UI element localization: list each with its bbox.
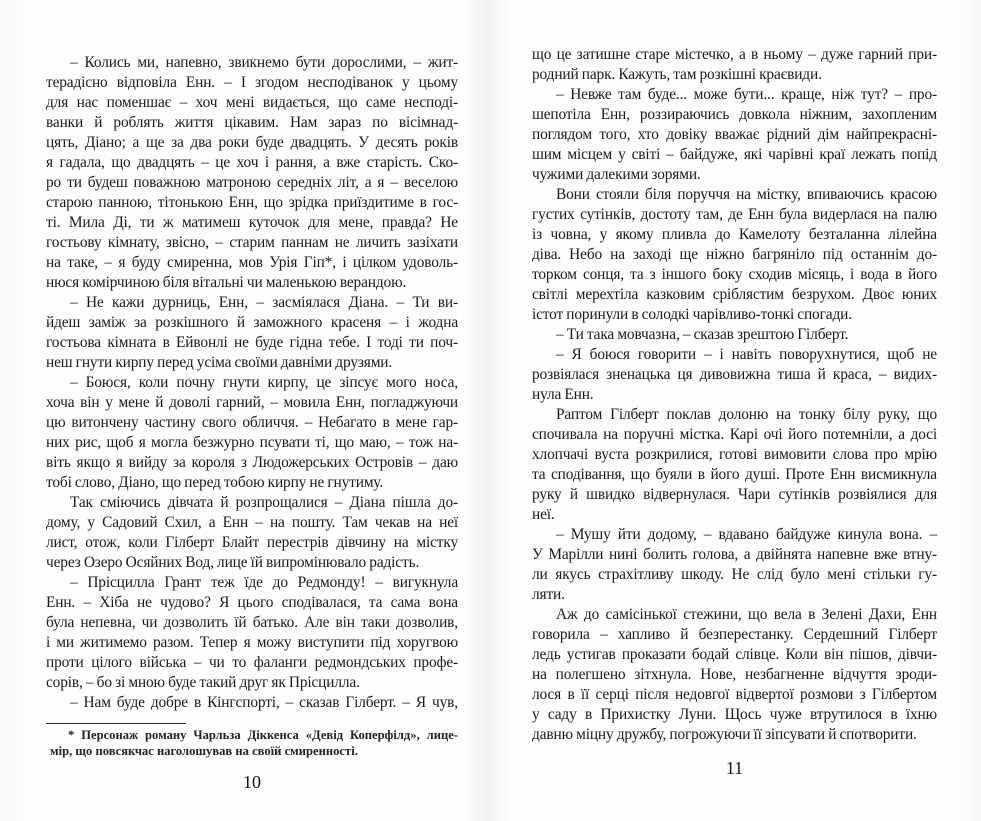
text-line: – Я боюся говорити – і навіть поворухнутися, щоб не xyxy=(556,346,937,363)
text-line: – Ти така мовчазна, – сказав зрештою Гілберт. xyxy=(556,326,849,343)
text-line: ванки й роблять життя цікавим. Нам зараз по вісімнад- xyxy=(46,114,458,131)
footnote xyxy=(46,727,458,759)
text-line: і ми житимемо разом. Тепер я можу виступити під хоругвою xyxy=(46,634,458,651)
text-line: чужими далекими зорями. xyxy=(532,166,701,183)
text-line: сорів, – бо зі мною буде такий друг як Прісцилла. xyxy=(46,674,360,691)
text-line: для нас поменшає – хоч мені видається, що саме несподі- xyxy=(46,94,458,111)
right-page xyxy=(488,0,981,821)
text-line: нюся комірчиною біля вітальні чи маленькою верандою. xyxy=(46,274,407,291)
text-line: поглядом того, хто довіку вважає рідний дім найпрекрасні- xyxy=(532,126,937,143)
text-line: віть якщо я вийду за короля з Людожерських Островів – даю xyxy=(46,454,458,471)
text-line: У Марілли нині болить голова, а двійнята напевне вже втну- xyxy=(532,546,937,563)
text-line: хоча він у мене й доволі гарний, – мовила Енн, погладжуючи xyxy=(46,394,458,411)
text-line: лист, отож, коли Гілберт Блайт перестрів дівчину на містку xyxy=(46,534,458,551)
text-line: лося в її серці після недовгої відвертої розмови з Гілбертом xyxy=(532,686,937,703)
text-line: із човна, у якому пливла до Камелоту безталанна лілейна xyxy=(532,226,937,243)
text-line: густих сутінків, достоту там, де Енн була видерлася на палю xyxy=(532,206,937,223)
footnote-area xyxy=(46,719,458,759)
right-page-text xyxy=(532,45,937,745)
text-line: та сподівання, що буяли в його душі. Проте Енн висмикнула xyxy=(532,466,937,483)
text-line: ляти. xyxy=(532,586,565,603)
text-line: торком сонця, та з іншого боку сходив місяць, і вода в його xyxy=(532,266,937,283)
text-line: – Нам буде добре в Кінгспорті, – сказав Гілберт. – Я чув, xyxy=(70,694,458,711)
left-page-inner xyxy=(46,53,458,801)
text-line: через Озеро Осяйних Вод, лице їй випромінювало радість. xyxy=(46,554,420,571)
text-line: – Мушу йти додому, – вдавано байдуже кинула вона. – xyxy=(556,526,937,543)
text-line: гостьову кімнату, звісно, – старим паннам не личить зазіхати xyxy=(46,234,458,251)
text-line: діва. Небо на заході ще ніжно багряніло під останнім до- xyxy=(532,246,937,263)
text-line: – Колись ми, напевно, звикнемо бути дорослими, – жит- xyxy=(70,54,458,71)
text-line: ли якусь страхітливу шкоду. Не слід було мені стільки гу- xyxy=(532,566,937,583)
text-line: неш гнути кирпу перед усіма своїми давніми друзями. xyxy=(46,354,393,371)
left-page-text xyxy=(46,53,458,713)
text-line: неї. xyxy=(532,506,555,523)
text-line: спочивала на поручні містка. Карі очі його потемніли, а досі xyxy=(532,426,937,443)
text-line: дому, у Садовий Схил, а Енн – на пошту. Там чекав на неї xyxy=(46,514,458,531)
text-line: ті. Мила Ді, ти ж матимеш куточок для мене, правда? Не xyxy=(46,214,458,231)
text-line: що це затишне старе містечко, а в ньому – дуже гарний при- xyxy=(532,46,937,63)
text-line: була непевна, чи дозволить їй батько. Але він таки дозволив, xyxy=(46,614,458,631)
text-line: Аж до самісінької стежини, що вела в Зелені Дахи, Енн xyxy=(556,606,937,623)
text-line: давню міцну дружбу, погрожуючи її зіпсувати й спотворити. xyxy=(532,726,917,743)
text-line: шепотіла Енн, роззираючись довкола ніжним, захопленим xyxy=(532,106,937,123)
spacer xyxy=(46,759,458,771)
text-line: – Боюся, коли почну гнути кирпу, це зіпсує мого носа, xyxy=(70,374,458,391)
text-line: Так сміючись дівчата й розпрощалися – Діана пішла до- xyxy=(70,494,458,511)
page-number: 10 xyxy=(243,772,261,792)
text-line: Раптом Гілберт поклав долоню на тонку білу руку, що xyxy=(556,406,937,423)
text-line: на полегшено зітхнула. Нове, незбагненне відчуття зроди- xyxy=(532,666,937,683)
text-line: них рис, щоб я могла безжурно псувати ті, що маю, – тож на- xyxy=(46,434,458,451)
text-line: проти цілого війська – чи то фаланги редмондських профе- xyxy=(46,654,458,671)
text-line: – Не кажи дурниць, Енн, – засміялася Діана. – Ти ви- xyxy=(70,294,458,311)
text-line: ро ти будеш поважною матроною середніх літ, а я – веселою xyxy=(46,174,458,191)
text-line: хлопчачі вуста розкрилися, готові вимовити слова про мрію xyxy=(532,446,937,463)
text-line: Вони стояли біля поруччя на містку, впиваючись красою xyxy=(556,186,937,203)
text-line: цять, Діано; а ще за два роки буде двадцять. У десять років xyxy=(46,134,458,151)
spacer xyxy=(532,745,937,757)
text-line: світлі мерехтіла казковим сріблястим безрухом. Двоє юних xyxy=(532,286,937,303)
text-line: руку й швидко відвернулася. Чари сутінків розвіялися для xyxy=(532,486,937,503)
text-line: гостьова кімната в Ейвонлі не буде гідна тебе. І тоді ти поч- xyxy=(46,334,458,351)
text-line: Енн. – Хіба не чудово? Я цього сподівалася, та сама вона xyxy=(46,594,458,611)
text-line: – Прісцилла Грант теж їде до Редмонду! – вигукнула xyxy=(70,574,458,591)
text-line: істот поринули в солодкі чарівливо-тонкі спогади. xyxy=(532,306,852,323)
text-line: цю витончену частину свого обличчя. – Небагато в мене гар- xyxy=(46,414,458,431)
text-line: на таке, – я буду смиренна, мов Урія Гіп*, і цілком удоволь- xyxy=(46,254,458,271)
text-line: я гадала, що двадцять – це хоч і рання, а вже старість. Ско- xyxy=(46,154,458,171)
text-line: шим місцем у світі – байдуже, які чарівні краї лежать попід xyxy=(532,146,937,163)
footnote-line: * Персонаж роману Чарльза Діккенса «Девід Коперфілд», лице- xyxy=(68,728,458,742)
footnote-rule xyxy=(46,723,186,724)
text-line: у саду в Прихистку Луни. Щось чуже втрутилося в їхню xyxy=(532,706,937,723)
text-line: говорила – хапливо й безперестанку. Сердешний Гілберт xyxy=(532,626,937,643)
text-line: старою панною, тітонькою Енн, що зрідка приїздитиме в гос- xyxy=(46,194,458,211)
text-line: розвіялася зненацька ця дивовижна тиша й краса, – видих- xyxy=(532,366,937,383)
right-page-inner xyxy=(532,45,937,787)
text-line: тобі слово, Діано, що перед тобою кирпу не гнутиму. xyxy=(46,474,384,491)
text-line: ледь устигав проказати бодай слівце. Коли він пішов, дівчи- xyxy=(532,646,937,663)
text-line: нула Енн. xyxy=(532,386,594,403)
page-number: 11 xyxy=(725,758,744,778)
text-line: терадісно відповіла Енн. – І згодом несподіванок у цьому xyxy=(46,74,458,91)
footnote-line: мір, що повсякчас наголошував на своїй смиренності. xyxy=(50,744,358,758)
text-line: йдеш заміж за розкішного й заможного красеня – і жодна xyxy=(46,314,458,331)
text-line: – Невже там буде... може бути... краще, ніж тут? – про- xyxy=(556,86,937,103)
left-page xyxy=(0,0,488,821)
text-line: родний парк. Кажуть, там розкішні краєвиди. xyxy=(532,66,822,83)
